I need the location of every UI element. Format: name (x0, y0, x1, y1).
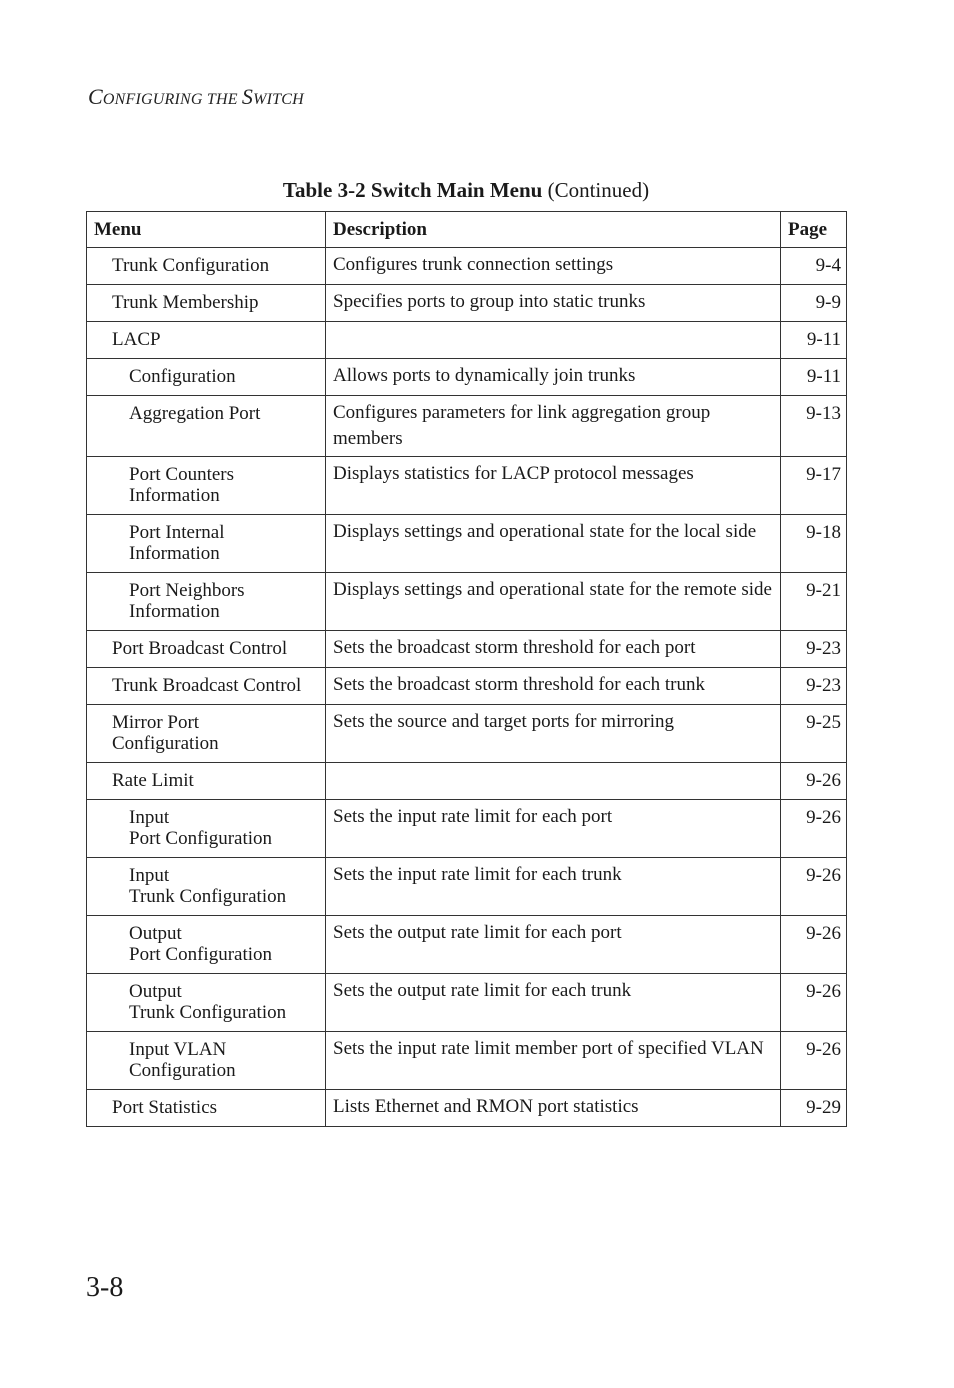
menu-cell: LACP (87, 322, 326, 359)
menu-cell: Port Broadcast Control (87, 631, 326, 668)
running-head-smallcaps-2: WITCH (253, 91, 304, 108)
menu-cell: Port Neighbors Information (87, 573, 326, 631)
table-caption-suffix: (Continued) (542, 178, 650, 202)
description-cell: Specifies ports to group into static trunks (326, 285, 781, 322)
table-row (87, 916, 847, 974)
table-header-row (87, 212, 847, 248)
header-menu: Menu (87, 212, 326, 248)
description-cell: Sets the output rate limit for each port (326, 916, 781, 974)
description-cell: Sets the input rate limit for each port (326, 800, 781, 858)
menu-cell: Input VLAN Configuration (87, 1032, 326, 1090)
table-body (87, 248, 847, 1127)
page-cell: 9-26 (781, 763, 847, 800)
page-cell: 9-9 (781, 285, 847, 322)
description-cell: Sets the input rate limit member port of specified VLAN (326, 1032, 781, 1090)
header-description: Description (326, 212, 781, 248)
table-row (87, 396, 847, 457)
switch-main-menu-table (86, 211, 847, 1127)
table-row (87, 668, 847, 705)
running-head-cap-c: C (88, 84, 103, 109)
menu-cell: Port Statistics (87, 1090, 326, 1127)
description-cell: Displays settings and operational state for the local side (326, 515, 781, 573)
table-row (87, 705, 847, 763)
page-cell: 9-23 (781, 668, 847, 705)
page-cell: 9-21 (781, 573, 847, 631)
description-cell: Sets the output rate limit for each trunk (326, 974, 781, 1032)
menu-cell: Aggregation Port (87, 396, 326, 457)
page-cell: 9-13 (781, 396, 847, 457)
description-cell: Sets the broadcast storm threshold for each port (326, 631, 781, 668)
table-row (87, 858, 847, 916)
table-row (87, 573, 847, 631)
table-row (87, 322, 847, 359)
page-cell: 9-18 (781, 515, 847, 573)
menu-cell: Output Trunk Configuration (87, 974, 326, 1032)
page-cell: 9-26 (781, 858, 847, 916)
page-cell: 9-17 (781, 457, 847, 515)
table-row (87, 457, 847, 515)
table-row (87, 631, 847, 668)
description-cell (326, 322, 781, 359)
description-cell: Configures parameters for link aggregation group members (326, 396, 781, 457)
page-cell: 9-26 (781, 1032, 847, 1090)
menu-cell: Output Port Configuration (87, 916, 326, 974)
page-cell: 9-26 (781, 800, 847, 858)
table-row (87, 359, 847, 396)
description-cell: Lists Ethernet and RMON port statistics (326, 1090, 781, 1127)
table-row (87, 1090, 847, 1127)
menu-cell: Port Internal Information (87, 515, 326, 573)
table-row (87, 974, 847, 1032)
menu-cell: Configuration (87, 359, 326, 396)
running-head (88, 84, 304, 110)
description-cell: Sets the source and target ports for mirroring (326, 705, 781, 763)
description-cell: Configures trunk connection settings (326, 248, 781, 285)
description-cell: Sets the input rate limit for each trunk (326, 858, 781, 916)
running-head-smallcaps-1: ONFIGURING THE (102, 91, 242, 108)
description-cell: Sets the broadcast storm threshold for each trunk (326, 668, 781, 705)
running-head-cap-s: S (241, 84, 254, 109)
table-row (87, 285, 847, 322)
table-caption-label: Table 3-2 Switch Main Menu (282, 178, 543, 202)
description-cell: Displays settings and operational state for the remote side (326, 573, 781, 631)
header-page: Page (781, 212, 847, 248)
description-cell: Displays statistics for LACP protocol messages (326, 457, 781, 515)
menu-cell: Input Trunk Configuration (87, 858, 326, 916)
description-cell (326, 763, 781, 800)
menu-cell: Rate Limit (87, 763, 326, 800)
page-cell: 9-11 (781, 322, 847, 359)
page-cell: 9-29 (781, 1090, 847, 1127)
description-cell: Allows ports to dynamically join trunks (326, 359, 781, 396)
menu-cell: Port Counters Information (87, 457, 326, 515)
page-cell: 9-11 (781, 359, 847, 396)
page-number: 3-8 (86, 1272, 124, 1303)
page-cell: 9-25 (781, 705, 847, 763)
menu-cell: Trunk Broadcast Control (87, 668, 326, 705)
page-cell: 9-26 (781, 974, 847, 1032)
page-cell: 9-4 (781, 248, 847, 285)
menu-cell: Input Port Configuration (87, 800, 326, 858)
table-row (87, 515, 847, 573)
menu-cell: Trunk Membership (87, 285, 326, 322)
menu-cell: Mirror Port Configuration (87, 705, 326, 763)
table-row (87, 763, 847, 800)
table-caption (86, 178, 846, 203)
table-row (87, 800, 847, 858)
page-cell: 9-26 (781, 916, 847, 974)
table-row (87, 1032, 847, 1090)
menu-cell: Trunk Configuration (87, 248, 326, 285)
table-row (87, 248, 847, 285)
page-cell: 9-23 (781, 631, 847, 668)
